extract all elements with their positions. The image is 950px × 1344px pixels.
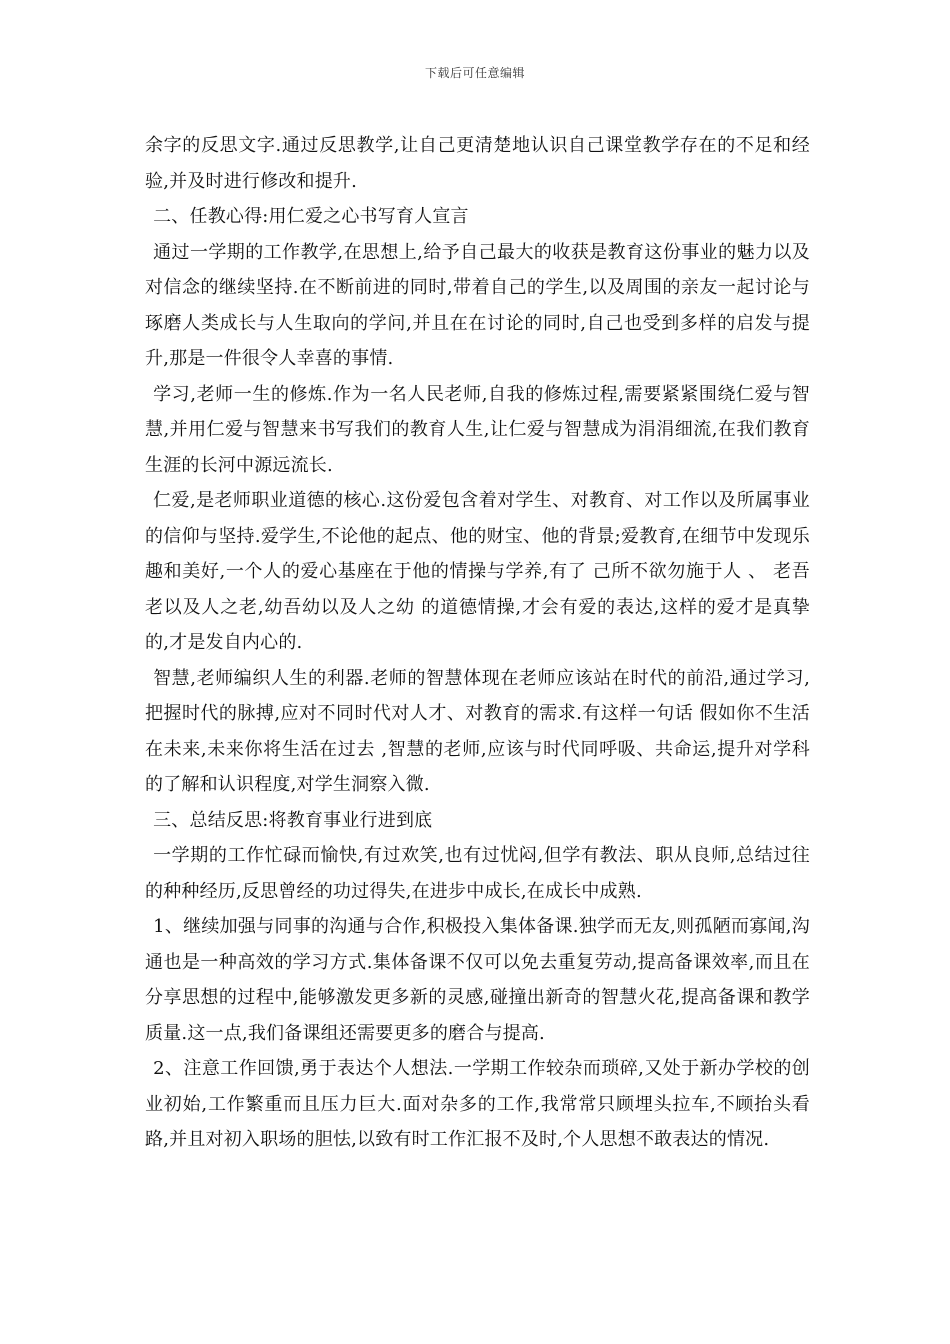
- paragraph-reflection-continued: 余字的反思文字.通过反思教学,让自己更清楚地认识自己课堂教学存在的不足和经验,并及时进行修改和提升.: [145, 135, 810, 192]
- paragraph-semester-gains: 通过一学期的工作教学,在思想上,给予自己最大的收获是教育这份事业的魅力以及对信念的继续坚持.在不断前进的同时,带着自己的学生,以及周围的亲友一起讨论与琢磨人类成长与人生取向的学问,并且在在讨论的同时,自己也受到多样的启发与提升,那是一件很令人幸喜的事情.: [145, 241, 810, 369]
- document-body: [145, 128, 810, 1158]
- page-header: 下载后可任意编辑: [424, 66, 525, 80]
- paragraph-point-2-feedback: 2、注意工作回馈,勇于表达个人想法.一学期工作较杂而琐碎,又处于新办学校的创业初始,工作繁重而且压力巨大.面对杂多的工作,我常常只顾埋头拉车,不顾抬头看路,并且对初入职场的胆怯,以致有时工作汇报不及时,个人思想不敢表达的情况.: [145, 1058, 810, 1150]
- paragraph-point-1-collaboration: 1、继续加强与同事的沟通与合作,积极投入集体备课.独学而无友,则孤陋而寡闻,沟通也是一种高效的学习方式.集体备课不仅可以免去重复劳动,提高备课效率,而且在分享思想的过程中,能够激发更多新的灵感,碰撞出新奇的智慧火花,提高备课和教学质量.这一点,我们备课组还需要更多的磨合与提高.: [145, 916, 810, 1044]
- paragraph-wisdom: 智慧,老师编织人生的利器.老师的智慧体现在老师应该站在时代的前沿,通过学习,把握时代的脉搏,应对不同时代对人才、对教育的需求.有这样一句话 假如你不生活在未来,未来你将生活在过去 ,智慧的老师,应该与时代同呼吸、共命运,提升对学科的了解和认识程度,对学生洞察入微.: [145, 667, 810, 795]
- section-heading-summary-reflection: 三、总结反思:将教育事业行进到底: [153, 809, 433, 831]
- paragraph-lifelong-learning: 学习,老师一生的修炼.作为一名人民老师,自我的修炼过程,需要紧紧围绕仁爱与智慧,并用仁爱与智慧来书写我们的教育人生,让仁爱与智慧成为涓涓细流,在我们教育生涯的长河中源远流长.: [145, 383, 810, 476]
- section-heading-teaching-insights: 二、任教心得:用仁爱之心书写育人宣言: [153, 206, 469, 227]
- paragraph-semester-summary: 一学期的工作忙碌而愉快,有过欢笑,也有过忧闷,但学有教法、职从良师,总结过往的种种经历,反思曾经的功过得失,在进步中成长,在成长中成熟.: [145, 845, 810, 902]
- paragraph-benevolence: 仁爱,是老师职业道德的核心.这份爱包含着对学生、对教育、对工作以及所属事业的信仰与坚持.爱学生,不论他的起点、他的财宝、他的背景;爱教育,在细节中发现乐趣和美好,一个人的爱心基座在于他的情操与学养,有了 己所不欲勿施于人 、 老吾老以及人之老,幼吾幼以及人之幼 的道德情操,才会有爱的表达,这样的爱才是真挚的,才是发自内心的.: [145, 490, 810, 653]
